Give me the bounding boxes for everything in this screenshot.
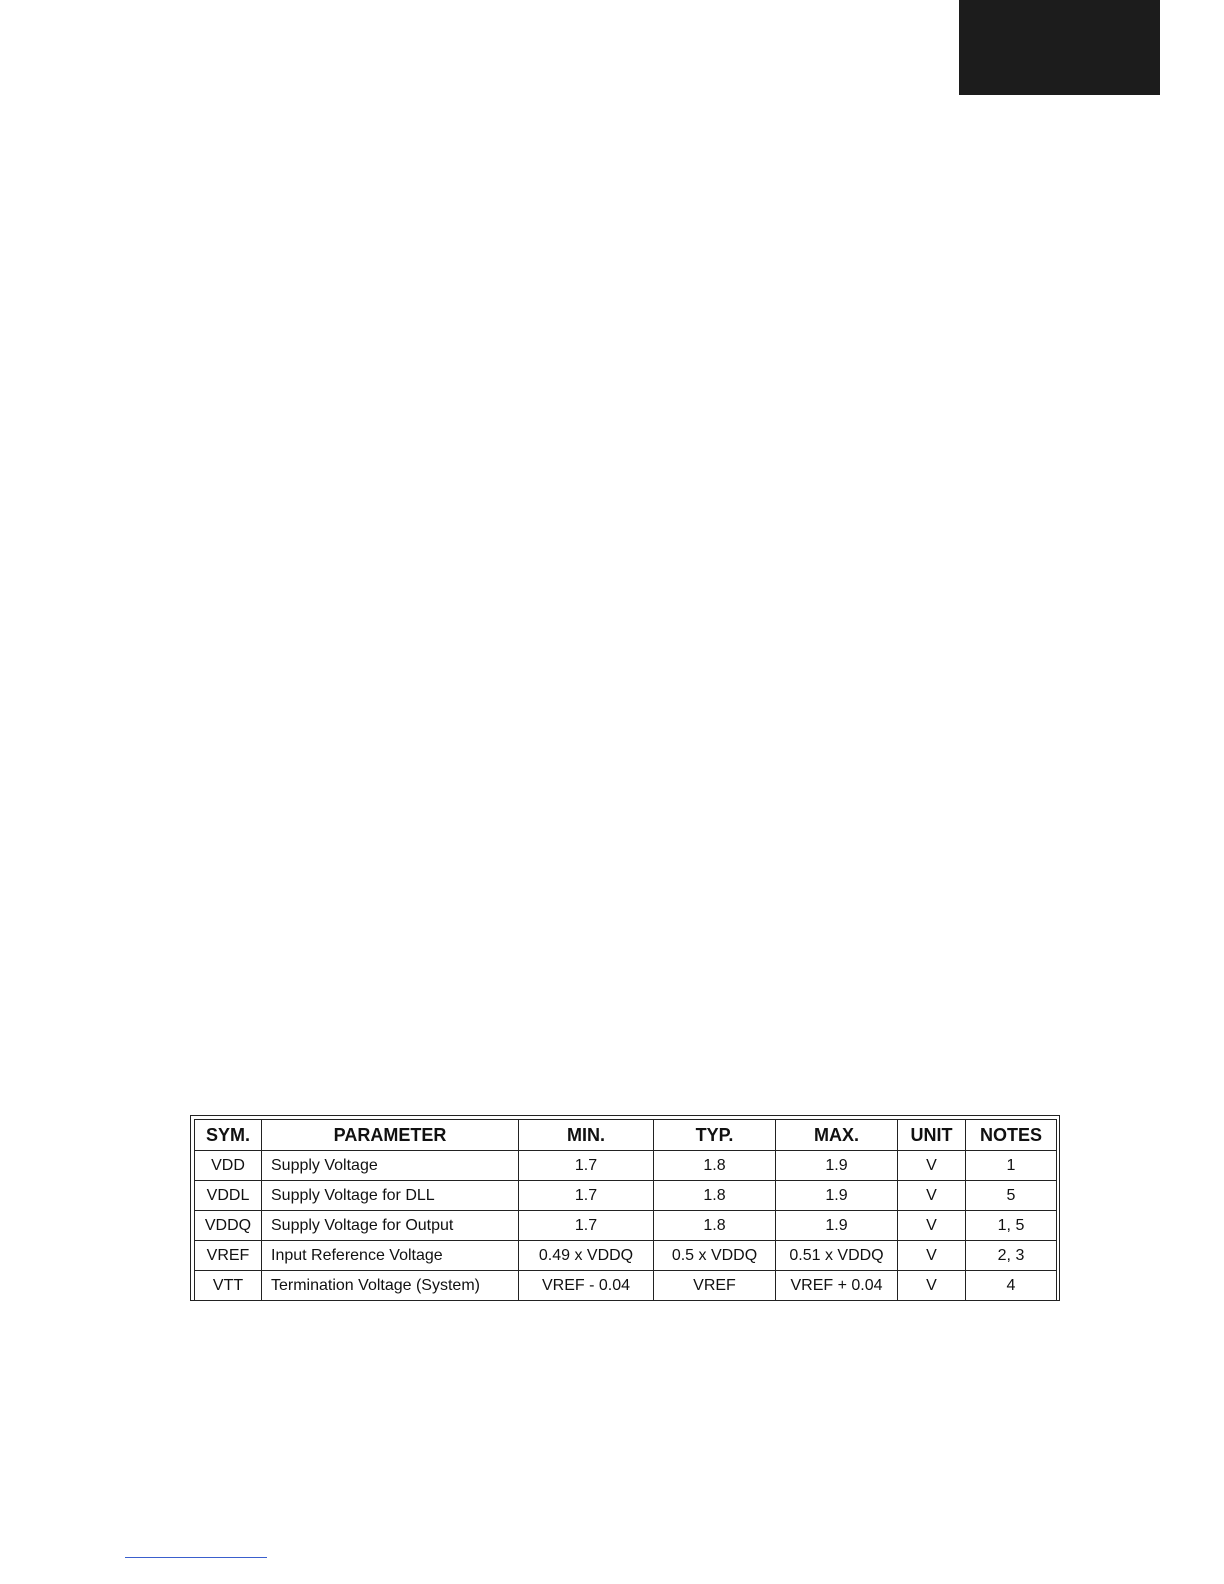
cell-notes: 4 (966, 1271, 1057, 1301)
cell-notes: 1, 5 (966, 1211, 1057, 1241)
cell-max: 1.9 (776, 1211, 898, 1241)
cell-max: 1.9 (776, 1151, 898, 1181)
cell-unit: V (898, 1241, 966, 1271)
cell-unit: V (898, 1181, 966, 1211)
header-unit: UNIT (898, 1120, 966, 1151)
cell-sym: VDDQ (195, 1211, 262, 1241)
footer-link-rule (125, 1557, 267, 1558)
corner-tab-block (959, 0, 1160, 95)
cell-unit: V (898, 1211, 966, 1241)
header-typ: TYP. (654, 1120, 776, 1151)
cell-typ: 0.5 x VDDQ (654, 1241, 776, 1271)
cell-min: 0.49 x VDDQ (519, 1241, 654, 1271)
cell-parameter: Supply Voltage for DLL (262, 1181, 519, 1211)
cell-parameter: Supply Voltage (262, 1151, 519, 1181)
header-row (195, 1120, 1057, 1151)
cell-parameter: Supply Voltage for Output (262, 1211, 519, 1241)
cell-typ: VREF (654, 1271, 776, 1301)
cell-parameter: Termination Voltage (System) (262, 1271, 519, 1301)
cell-min: 1.7 (519, 1151, 654, 1181)
cell-sym: VREF (195, 1241, 262, 1271)
table-row (195, 1151, 1057, 1181)
cell-notes: 1 (966, 1151, 1057, 1181)
cell-max: VREF + 0.04 (776, 1271, 898, 1301)
cell-typ: 1.8 (654, 1181, 776, 1211)
table-row (195, 1271, 1057, 1301)
table-row (195, 1181, 1057, 1211)
table-row (195, 1241, 1057, 1271)
cell-unit: V (898, 1271, 966, 1301)
cell-min: 1.7 (519, 1211, 654, 1241)
cell-sym: VDD (195, 1151, 262, 1181)
cell-sym: VDDL (195, 1181, 262, 1211)
cell-notes: 5 (966, 1181, 1057, 1211)
cell-parameter: Input Reference Voltage (262, 1241, 519, 1271)
header-parameter: PARAMETER (262, 1120, 519, 1151)
cell-max: 1.9 (776, 1181, 898, 1211)
spec-table (194, 1119, 1057, 1301)
header-sym: SYM. (195, 1120, 262, 1151)
cell-notes: 2, 3 (966, 1241, 1057, 1271)
table-row (195, 1211, 1057, 1241)
cell-typ: 1.8 (654, 1211, 776, 1241)
cell-typ: 1.8 (654, 1151, 776, 1181)
cell-max: 0.51 x VDDQ (776, 1241, 898, 1271)
cell-min: VREF - 0.04 (519, 1271, 654, 1301)
dc-operating-conditions-table (190, 1115, 1060, 1301)
header-notes: NOTES (966, 1120, 1057, 1151)
cell-sym: VTT (195, 1271, 262, 1301)
header-max: MAX. (776, 1120, 898, 1151)
cell-min: 1.7 (519, 1181, 654, 1211)
cell-unit: V (898, 1151, 966, 1181)
header-min: MIN. (519, 1120, 654, 1151)
